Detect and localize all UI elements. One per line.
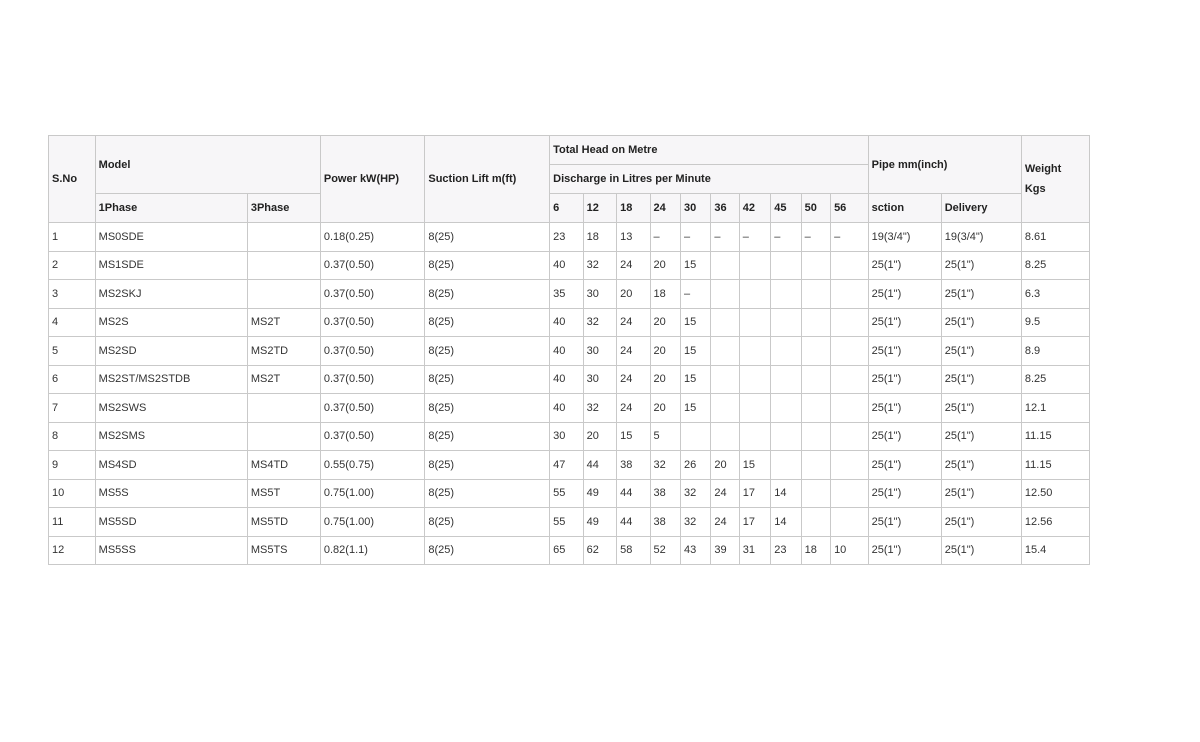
cell-suction-lift: 8(25) bbox=[425, 280, 550, 309]
cell-model-1phase: MS2SKJ bbox=[95, 280, 247, 309]
table-header bbox=[49, 136, 1090, 223]
cell-discharge: 23 bbox=[550, 223, 583, 252]
table-row bbox=[49, 536, 1090, 565]
cell-discharge: 44 bbox=[617, 479, 650, 508]
cell-power: 0.82(1.1) bbox=[320, 536, 424, 565]
cell-discharge: 40 bbox=[550, 394, 583, 423]
header-weight-unit: Kgs bbox=[1024, 183, 1046, 195]
cell-suction-lift: 8(25) bbox=[425, 365, 550, 394]
cell-model-3phase bbox=[247, 394, 320, 423]
header-discharge: Discharge in Litres per Minute bbox=[550, 165, 869, 194]
cell-suction-pipe: 25(1") bbox=[868, 251, 941, 280]
cell-delivery-pipe: 25(1") bbox=[941, 394, 1021, 423]
cell-discharge bbox=[801, 280, 830, 309]
header-head-value: 24 bbox=[650, 194, 680, 223]
cell-discharge bbox=[680, 422, 710, 451]
cell-discharge: 44 bbox=[583, 451, 616, 480]
cell-suction-pipe: 25(1") bbox=[868, 422, 941, 451]
table-row bbox=[49, 422, 1090, 451]
cell-discharge bbox=[771, 365, 801, 394]
cell-discharge: 32 bbox=[583, 394, 616, 423]
cell-discharge bbox=[801, 337, 830, 366]
cell-suction-pipe: 25(1") bbox=[868, 451, 941, 480]
cell-discharge: 15 bbox=[680, 308, 710, 337]
cell-weight: 8.25 bbox=[1021, 251, 1089, 280]
header-head-value: 12 bbox=[583, 194, 616, 223]
cell-discharge: 23 bbox=[771, 536, 801, 565]
table-row bbox=[49, 337, 1090, 366]
cell-model-1phase: MS2SMS bbox=[95, 422, 247, 451]
cell-sno: 1 bbox=[49, 223, 96, 252]
cell-suction-lift: 8(25) bbox=[425, 451, 550, 480]
cell-discharge: 20 bbox=[583, 422, 616, 451]
cell-discharge: 31 bbox=[739, 536, 770, 565]
cell-sno: 9 bbox=[49, 451, 96, 480]
cell-discharge bbox=[771, 308, 801, 337]
cell-model-3phase bbox=[247, 223, 320, 252]
cell-discharge bbox=[801, 251, 830, 280]
cell-discharge: 15 bbox=[617, 422, 650, 451]
cell-sno: 6 bbox=[49, 365, 96, 394]
cell-discharge bbox=[771, 422, 801, 451]
cell-discharge: – bbox=[650, 223, 680, 252]
cell-power: 0.37(0.50) bbox=[320, 422, 424, 451]
cell-discharge: 24 bbox=[711, 479, 739, 508]
cell-discharge: 35 bbox=[550, 280, 583, 309]
cell-discharge bbox=[801, 479, 830, 508]
cell-model-3phase bbox=[247, 251, 320, 280]
cell-model-1phase: MS5SD bbox=[95, 508, 247, 537]
cell-sno: 8 bbox=[49, 422, 96, 451]
header-suction-lift: Suction Lift m(ft) bbox=[425, 136, 550, 223]
cell-discharge bbox=[831, 479, 869, 508]
cell-discharge bbox=[711, 422, 739, 451]
cell-discharge: 55 bbox=[550, 479, 583, 508]
cell-discharge: 49 bbox=[583, 479, 616, 508]
cell-discharge: 47 bbox=[550, 451, 583, 480]
cell-discharge: 24 bbox=[711, 508, 739, 537]
cell-discharge: – bbox=[680, 280, 710, 309]
cell-discharge bbox=[771, 337, 801, 366]
cell-delivery-pipe: 19(3/4") bbox=[941, 223, 1021, 252]
cell-discharge bbox=[831, 280, 869, 309]
cell-discharge: 20 bbox=[650, 365, 680, 394]
cell-power: 0.37(0.50) bbox=[320, 337, 424, 366]
cell-suction-lift: 8(25) bbox=[425, 337, 550, 366]
cell-weight: 12.1 bbox=[1021, 394, 1089, 423]
cell-model-3phase: MS5TS bbox=[247, 536, 320, 565]
cell-discharge bbox=[711, 337, 739, 366]
cell-discharge: 15 bbox=[680, 394, 710, 423]
cell-suction-pipe: 25(1") bbox=[868, 365, 941, 394]
cell-suction-lift: 8(25) bbox=[425, 479, 550, 508]
cell-discharge: 38 bbox=[650, 479, 680, 508]
cell-discharge bbox=[739, 337, 770, 366]
cell-suction-pipe: 25(1") bbox=[868, 308, 941, 337]
cell-suction-lift: 8(25) bbox=[425, 394, 550, 423]
cell-model-3phase: MS2TD bbox=[247, 337, 320, 366]
header-sno: S.No bbox=[49, 136, 96, 223]
cell-discharge: 43 bbox=[680, 536, 710, 565]
table-row bbox=[49, 508, 1090, 537]
cell-discharge bbox=[771, 280, 801, 309]
cell-discharge bbox=[801, 365, 830, 394]
cell-discharge: 20 bbox=[650, 394, 680, 423]
cell-discharge: 38 bbox=[650, 508, 680, 537]
cell-delivery-pipe: 25(1") bbox=[941, 422, 1021, 451]
cell-discharge: 24 bbox=[617, 394, 650, 423]
cell-discharge: 32 bbox=[680, 508, 710, 537]
cell-discharge: 17 bbox=[739, 479, 770, 508]
header-head-value: 30 bbox=[680, 194, 710, 223]
cell-model-3phase: MS2T bbox=[247, 365, 320, 394]
cell-discharge: 15 bbox=[680, 251, 710, 280]
cell-discharge: 20 bbox=[650, 251, 680, 280]
cell-discharge: 32 bbox=[583, 308, 616, 337]
cell-discharge: 20 bbox=[711, 451, 739, 480]
cell-suction-pipe: 19(3/4") bbox=[868, 223, 941, 252]
cell-suction-lift: 8(25) bbox=[425, 308, 550, 337]
cell-discharge: – bbox=[739, 223, 770, 252]
cell-model-1phase: MS2SD bbox=[95, 337, 247, 366]
cell-discharge: 15 bbox=[739, 451, 770, 480]
cell-discharge: 26 bbox=[680, 451, 710, 480]
cell-discharge: 15 bbox=[680, 365, 710, 394]
cell-discharge: 62 bbox=[583, 536, 616, 565]
cell-discharge bbox=[771, 451, 801, 480]
table-row bbox=[49, 280, 1090, 309]
cell-discharge: 24 bbox=[617, 251, 650, 280]
cell-discharge: 15 bbox=[680, 337, 710, 366]
cell-discharge: 40 bbox=[550, 308, 583, 337]
cell-discharge: 39 bbox=[711, 536, 739, 565]
cell-discharge bbox=[711, 280, 739, 309]
header-head-value: 6 bbox=[550, 194, 583, 223]
table-body bbox=[49, 223, 1090, 565]
cell-discharge: 30 bbox=[583, 280, 616, 309]
cell-suction-lift: 8(25) bbox=[425, 508, 550, 537]
cell-discharge: 38 bbox=[617, 451, 650, 480]
cell-discharge: – bbox=[771, 223, 801, 252]
cell-discharge: 5 bbox=[650, 422, 680, 451]
header-delivery: Delivery bbox=[941, 194, 1021, 223]
cell-power: 0.37(0.50) bbox=[320, 394, 424, 423]
header-head-value: 18 bbox=[617, 194, 650, 223]
cell-discharge: 65 bbox=[550, 536, 583, 565]
cell-power: 0.37(0.50) bbox=[320, 280, 424, 309]
cell-discharge: 14 bbox=[771, 479, 801, 508]
cell-model-1phase: MS4SD bbox=[95, 451, 247, 480]
cell-discharge: 40 bbox=[550, 251, 583, 280]
cell-suction-lift: 8(25) bbox=[425, 251, 550, 280]
cell-weight: 8.25 bbox=[1021, 365, 1089, 394]
table-row bbox=[49, 479, 1090, 508]
cell-discharge bbox=[831, 337, 869, 366]
cell-discharge: 20 bbox=[650, 308, 680, 337]
table-row bbox=[49, 251, 1090, 280]
cell-discharge: 49 bbox=[583, 508, 616, 537]
cell-weight: 12.50 bbox=[1021, 479, 1089, 508]
cell-model-1phase: MS1SDE bbox=[95, 251, 247, 280]
cell-discharge bbox=[711, 308, 739, 337]
cell-sno: 3 bbox=[49, 280, 96, 309]
cell-discharge bbox=[771, 394, 801, 423]
table-row bbox=[49, 365, 1090, 394]
cell-discharge bbox=[739, 365, 770, 394]
cell-delivery-pipe: 25(1") bbox=[941, 280, 1021, 309]
cell-suction-lift: 8(25) bbox=[425, 536, 550, 565]
cell-discharge: 32 bbox=[583, 251, 616, 280]
cell-model-1phase: MS2SWS bbox=[95, 394, 247, 423]
cell-discharge: 40 bbox=[550, 365, 583, 394]
header-head-value: 36 bbox=[711, 194, 739, 223]
table-row bbox=[49, 451, 1090, 480]
cell-discharge bbox=[831, 508, 869, 537]
cell-discharge bbox=[801, 451, 830, 480]
cell-discharge bbox=[831, 251, 869, 280]
cell-power: 0.75(1.00) bbox=[320, 479, 424, 508]
cell-discharge bbox=[739, 394, 770, 423]
cell-delivery-pipe: 25(1") bbox=[941, 536, 1021, 565]
cell-discharge: 18 bbox=[801, 536, 830, 565]
cell-discharge: 20 bbox=[617, 280, 650, 309]
cell-sno: 7 bbox=[49, 394, 96, 423]
cell-discharge: 55 bbox=[550, 508, 583, 537]
cell-discharge: 24 bbox=[617, 337, 650, 366]
cell-delivery-pipe: 25(1") bbox=[941, 365, 1021, 394]
cell-delivery-pipe: 25(1") bbox=[941, 337, 1021, 366]
cell-delivery-pipe: 25(1") bbox=[941, 479, 1021, 508]
cell-weight: 15.4 bbox=[1021, 536, 1089, 565]
cell-discharge bbox=[711, 394, 739, 423]
cell-delivery-pipe: 25(1") bbox=[941, 451, 1021, 480]
cell-discharge: – bbox=[711, 223, 739, 252]
cell-power: 0.18(0.25) bbox=[320, 223, 424, 252]
cell-suction-lift: 8(25) bbox=[425, 223, 550, 252]
cell-weight: 9.5 bbox=[1021, 308, 1089, 337]
cell-discharge bbox=[739, 280, 770, 309]
cell-delivery-pipe: 25(1") bbox=[941, 508, 1021, 537]
header-head-value: 45 bbox=[771, 194, 801, 223]
cell-discharge: 30 bbox=[583, 365, 616, 394]
cell-discharge: 40 bbox=[550, 337, 583, 366]
cell-discharge bbox=[739, 308, 770, 337]
cell-suction-pipe: 25(1") bbox=[868, 508, 941, 537]
cell-discharge bbox=[801, 394, 830, 423]
cell-weight: 8.61 bbox=[1021, 223, 1089, 252]
cell-discharge: – bbox=[831, 223, 869, 252]
cell-power: 0.37(0.50) bbox=[320, 365, 424, 394]
cell-suction-pipe: 25(1") bbox=[868, 337, 941, 366]
cell-weight: 12.56 bbox=[1021, 508, 1089, 537]
header-suction: sction bbox=[868, 194, 941, 223]
cell-sno: 12 bbox=[49, 536, 96, 565]
cell-sno: 11 bbox=[49, 508, 96, 537]
cell-discharge bbox=[801, 508, 830, 537]
cell-discharge: 10 bbox=[831, 536, 869, 565]
cell-power: 0.37(0.50) bbox=[320, 251, 424, 280]
header-model: Model bbox=[95, 136, 320, 194]
cell-suction-pipe: 25(1") bbox=[868, 479, 941, 508]
cell-discharge: 30 bbox=[550, 422, 583, 451]
cell-discharge: 30 bbox=[583, 337, 616, 366]
cell-model-3phase bbox=[247, 280, 320, 309]
cell-discharge: 52 bbox=[650, 536, 680, 565]
cell-power: 0.55(0.75) bbox=[320, 451, 424, 480]
header-head-value: 50 bbox=[801, 194, 830, 223]
cell-delivery-pipe: 25(1") bbox=[941, 308, 1021, 337]
cell-discharge: 32 bbox=[680, 479, 710, 508]
cell-sno: 2 bbox=[49, 251, 96, 280]
cell-discharge bbox=[711, 251, 739, 280]
header-1phase: 1Phase bbox=[95, 194, 247, 223]
cell-suction-pipe: 25(1") bbox=[868, 394, 941, 423]
cell-suction-lift: 8(25) bbox=[425, 422, 550, 451]
cell-delivery-pipe: 25(1") bbox=[941, 251, 1021, 280]
cell-discharge: 20 bbox=[650, 337, 680, 366]
header-pipe: Pipe mm(inch) bbox=[868, 136, 1021, 194]
cell-model-3phase: MS4TD bbox=[247, 451, 320, 480]
header-total-head: Total Head on Metre bbox=[550, 136, 869, 165]
cell-discharge: 32 bbox=[650, 451, 680, 480]
header-head-value: 56 bbox=[831, 194, 869, 223]
cell-sno: 5 bbox=[49, 337, 96, 366]
header-power: Power kW(HP) bbox=[320, 136, 424, 223]
cell-model-1phase: MS5S bbox=[95, 479, 247, 508]
cell-discharge: 18 bbox=[650, 280, 680, 309]
cell-discharge bbox=[771, 251, 801, 280]
cell-model-1phase: MS2ST/MS2STDB bbox=[95, 365, 247, 394]
cell-suction-pipe: 25(1") bbox=[868, 536, 941, 565]
table-row bbox=[49, 394, 1090, 423]
cell-discharge bbox=[831, 394, 869, 423]
cell-discharge: 44 bbox=[617, 508, 650, 537]
cell-discharge bbox=[739, 251, 770, 280]
cell-power: 0.37(0.50) bbox=[320, 308, 424, 337]
cell-weight: 6.3 bbox=[1021, 280, 1089, 309]
cell-discharge: 58 bbox=[617, 536, 650, 565]
cell-discharge: 14 bbox=[771, 508, 801, 537]
cell-sno: 4 bbox=[49, 308, 96, 337]
cell-weight: 11.15 bbox=[1021, 422, 1089, 451]
cell-sno: 10 bbox=[49, 479, 96, 508]
cell-power: 0.75(1.00) bbox=[320, 508, 424, 537]
cell-discharge: – bbox=[680, 223, 710, 252]
cell-discharge bbox=[801, 422, 830, 451]
cell-model-3phase: MS5T bbox=[247, 479, 320, 508]
cell-model-1phase: MS2S bbox=[95, 308, 247, 337]
cell-discharge bbox=[739, 422, 770, 451]
cell-model-3phase: MS2T bbox=[247, 308, 320, 337]
cell-discharge: 17 bbox=[739, 508, 770, 537]
cell-discharge bbox=[801, 308, 830, 337]
header-weight-label: Weight bbox=[1024, 163, 1062, 175]
cell-model-1phase: MS0SDE bbox=[95, 223, 247, 252]
cell-discharge bbox=[831, 365, 869, 394]
cell-discharge bbox=[831, 422, 869, 451]
header-3phase: 3Phase bbox=[247, 194, 320, 223]
cell-weight: 8.9 bbox=[1021, 337, 1089, 366]
header-weight bbox=[1021, 136, 1089, 223]
cell-discharge: 13 bbox=[617, 223, 650, 252]
table-row bbox=[49, 223, 1090, 252]
cell-model-1phase: MS5SS bbox=[95, 536, 247, 565]
cell-discharge: 24 bbox=[617, 308, 650, 337]
cell-discharge: – bbox=[801, 223, 830, 252]
cell-discharge: 24 bbox=[617, 365, 650, 394]
table-row bbox=[49, 308, 1090, 337]
cell-suction-pipe: 25(1") bbox=[868, 280, 941, 309]
pump-spec-table bbox=[48, 135, 1090, 565]
header-head-value: 42 bbox=[739, 194, 770, 223]
cell-discharge: 18 bbox=[583, 223, 616, 252]
cell-weight: 11.15 bbox=[1021, 451, 1089, 480]
cell-discharge bbox=[711, 365, 739, 394]
cell-discharge bbox=[831, 308, 869, 337]
cell-model-3phase bbox=[247, 422, 320, 451]
cell-discharge bbox=[831, 451, 869, 480]
cell-model-3phase: MS5TD bbox=[247, 508, 320, 537]
